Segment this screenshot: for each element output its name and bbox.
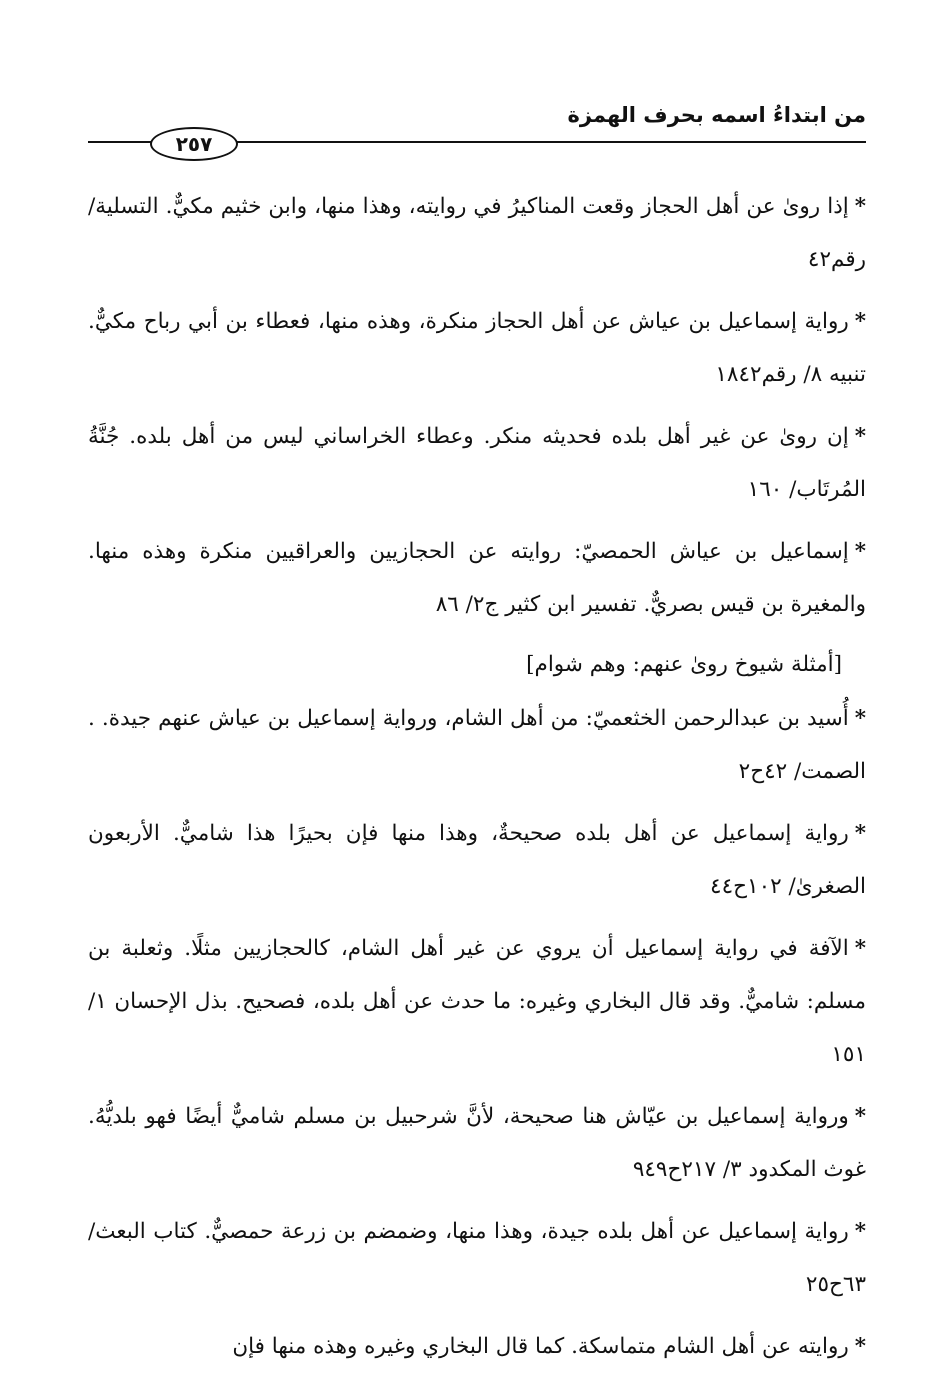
entry-text: رواية إسماعيل عن أهل بلده جيدة، وهذا منها، وضمضم بن زرعة حمصيٌّ. كتاب البعث/ ٦٣ح٢٥ bbox=[88, 1219, 866, 1297]
bullet-star: * bbox=[854, 1334, 866, 1359]
entry-text: أُسيد بن عبدالرحمن الخثعميّ: من أهل الشام، ورواية إسماعيل بن عياش عنهم جيدة. . الصمت/ ٤٢ح٢ bbox=[88, 706, 866, 784]
entry-text: إن روىٰ عن غير أهل بلده فحديثه منكر. وعطاء الخراساني ليس من أهل بلده. جُنَّةُ المُرتَاب/ ١٦٠ bbox=[88, 424, 866, 502]
entry-3 bbox=[88, 410, 866, 516]
running-title: من ابتداءُ اسمه بحرف الهمزة bbox=[567, 103, 866, 127]
entry-text: رواية إسماعيل بن عياش عن أهل الحجاز منكرة، وهذه منها، فعطاء بن أبي رباح مكيٌّ. تنبيه ٨/ رقم١٨٤٢ bbox=[88, 309, 866, 387]
entry-text: الآفة في رواية إسماعيل أن يروي عن غير أهل الشام، كالحجازيين مثلًا. وثعلبة بن مسلم: شاميٌّ. وقد قال البخاري وغيره: ما حدث عن أهل بلده، فصحيح. بذل الإحسان ١/ ١٥١ bbox=[88, 936, 866, 1067]
entry-text: رواية إسماعيل عن أهل بلده صحيحةٌ، وهذا منها فإن بحيرًا هذا شاميٌّ. الأربعون الصغرىٰ/ ١٠٢ح٤٤ bbox=[88, 821, 866, 899]
page-number: ٢٥٧ bbox=[150, 127, 238, 161]
bullet-star: * bbox=[854, 1219, 866, 1244]
entry-text: إذا روىٰ عن أهل الحجاز وقعت المناكيرُ في روايته، وهذا منها، وابن خثيم مكيٌّ. التسلية/ رقم٤٢ bbox=[88, 194, 866, 272]
entry-text: إسماعيل بن عياش الحمصيّ: روايته عن الحجازيين والعراقيين منكرة وهذه منها. والمغيرة بن قيس بصريٌّ. تفسير ابن كثير ج٢/ ٨٦ bbox=[88, 539, 866, 617]
entry-5 bbox=[88, 692, 866, 798]
entry-10 bbox=[88, 1320, 866, 1373]
bullet-star: * bbox=[854, 194, 866, 219]
bullet-star: * bbox=[854, 821, 866, 846]
entry-8 bbox=[88, 1090, 866, 1196]
entry-2 bbox=[88, 295, 866, 401]
bullet-star: * bbox=[854, 706, 866, 731]
page-content bbox=[88, 180, 866, 1382]
entry-4 bbox=[88, 525, 866, 631]
bullet-star: * bbox=[854, 936, 866, 961]
page-header bbox=[88, 100, 866, 160]
bullet-star: * bbox=[854, 424, 866, 449]
entry-7 bbox=[88, 922, 866, 1081]
entry-6 bbox=[88, 807, 866, 913]
bullet-star: * bbox=[854, 539, 866, 564]
entry-9 bbox=[88, 1205, 866, 1311]
section-subheading: [أمثلة شيوخ روىٰ عنهم: وهم شوام] bbox=[526, 652, 842, 677]
entry-text: ورواية إسماعيل بن عيّاش هنا صحيحة، لأنَّ شرحبيل بن مسلم شاميٌّ أيضًا فهو بلديُّهُ. غوث المكدود ٣/ ٢١٧ح٩٤٩ bbox=[88, 1104, 866, 1182]
bullet-star: * bbox=[854, 309, 866, 334]
entry-1 bbox=[88, 180, 866, 286]
entry-text: روايته عن أهل الشام متماسكة. كما قال البخاري وغيره وهذه منها فإن bbox=[232, 1334, 849, 1359]
bullet-star: * bbox=[854, 1104, 866, 1129]
